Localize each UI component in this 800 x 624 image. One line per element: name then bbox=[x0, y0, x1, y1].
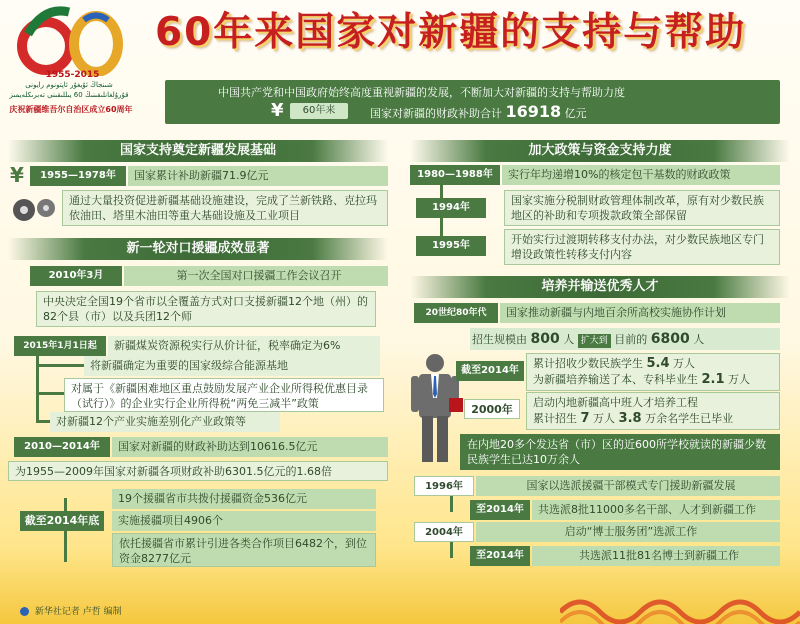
logo-60-graphic bbox=[14, 6, 130, 76]
enrollment-unit: 人 bbox=[693, 333, 705, 346]
infrastructure-box: 通过大量投资促进新疆基础设施建设，完成了兰新铁路、克拉玛依油田、塔里木油田等重大基础设施及工业项目 bbox=[62, 190, 388, 226]
credit bbox=[20, 604, 122, 617]
date-1955-1978: 1955—1978年 bbox=[30, 166, 126, 186]
ratio-box: 为1955—2009年国家对新疆各项财政补助6301.5亿元的1.68倍 bbox=[8, 461, 388, 481]
section-talent-title: 培养并输送优秀人才 bbox=[410, 276, 790, 298]
student-stats-box bbox=[526, 353, 780, 391]
industry-policy-row: 对新疆12个产业实施差别化产业政策等 bbox=[50, 412, 280, 432]
date-1980s: 20世纪80年代 bbox=[414, 303, 498, 323]
enrollment-row bbox=[470, 328, 780, 350]
high-school-box bbox=[526, 392, 780, 430]
subsidy-2010-2014: 国家对新疆的财政补助达到10616.5亿元 bbox=[112, 437, 388, 457]
tax-policy-box: 对属于《新疆困难地区重点鼓励发展产业企业所得税优惠目录（试行）》的企业实行企业所得税“两免三减半”政策 bbox=[64, 378, 384, 412]
doctor-count-row: 共选派11批81名博士到新疆工作 bbox=[532, 546, 780, 566]
cadre-mode-row: 国家以选派援疆干部模式专门援助新疆发展 bbox=[476, 476, 780, 496]
yen-icon: ¥ bbox=[271, 100, 284, 121]
section-foundation-title: 国家支持奠定新疆发展基础 bbox=[8, 140, 388, 162]
date-to-2014: 至2014年 bbox=[470, 546, 530, 566]
high-school-line2: 累计招生 7 万人 3.8 万余名学生已毕业 bbox=[533, 411, 734, 426]
date-1980-1988: 1980—1988年 bbox=[410, 165, 500, 185]
date-1994: 1994年 bbox=[416, 198, 486, 218]
doctor-group-row: 启动“博士服务团”选派工作 bbox=[476, 522, 780, 542]
date-1996: 1996年 bbox=[414, 476, 474, 496]
schools-box: 在内地20多个发达省（市）区的近600所学校就读的新疆少数民族学生已达10万余人 bbox=[460, 434, 780, 470]
connector-line bbox=[36, 364, 84, 367]
total-subsidy-unit: 亿元 bbox=[564, 107, 587, 120]
central-decision-box: 中央决定全国19个省市以全覆盖方式对口支援新疆12个地（州）的82个县（市）以及兵团12个师 bbox=[36, 291, 376, 327]
fiscal-policy-row: 实行年均递增10%的核定包干基数的财政政策 bbox=[502, 165, 780, 185]
date-2015-jan: 2015年1月1日起 bbox=[14, 336, 106, 356]
sixty-years-tag: 60年来 bbox=[290, 103, 348, 119]
section-policy-title: 加大政策与资金支持力度 bbox=[410, 140, 790, 162]
date-2010-march: 2010年3月 bbox=[30, 266, 122, 286]
date-to-2014: 至2014年 bbox=[470, 500, 530, 520]
anniversary-logo bbox=[14, 6, 130, 76]
aid-funds-row: 19个援疆省市共拨付援疆资金536亿元 bbox=[112, 489, 376, 509]
xinhua-icon bbox=[20, 607, 29, 616]
intro-text: 中国共产党和中国政府始终高度重视新疆的发展，不断加大对新疆的支持与帮助力度 bbox=[218, 86, 625, 99]
subsidy-1955-1978: 国家累计补助新疆71.9亿元 bbox=[128, 166, 388, 186]
first-aid-meeting: 第一次全国对口援疆工作会议召开 bbox=[124, 266, 388, 286]
date-1995: 1995年 bbox=[416, 236, 486, 256]
enrollment-unit: 人 bbox=[563, 333, 575, 346]
total-subsidy-label: 国家对新疆的财政补助合计 bbox=[370, 107, 502, 120]
section-aid-title: 新一轮对口援疆成效显著 bbox=[8, 238, 388, 260]
logo-caption: 庆祝新疆维吾尔自治区成立60周年 bbox=[9, 105, 133, 114]
logo-uyghur-text: شىنجاڭ ئۇيغۇر ئاپتونوم رايونى قۇرۇلغانلىقىنىڭ 60 يىللىقىنى تەبرىكلەيمىز bbox=[9, 81, 129, 99]
timeline-connector bbox=[36, 346, 39, 422]
page-title: 60年来国家对新疆的支持与帮助 bbox=[155, 10, 747, 55]
total-subsidy bbox=[370, 102, 587, 121]
credit-text: 新华社记者 卢哲 编制 bbox=[34, 607, 122, 617]
student-stats-line2: 为新疆培养输送了本、专科毕业生 2.1 万人 bbox=[533, 372, 751, 387]
decorative-pattern bbox=[560, 572, 800, 624]
date-end-2014: 截至2014年底 bbox=[20, 511, 104, 531]
enrollment-to: 6800 bbox=[650, 331, 690, 347]
date-by-2014: 截至2014年 bbox=[456, 361, 524, 381]
coal-tax-row: 新疆煤炭资源税实行从价计征，税率确定为6% bbox=[108, 336, 380, 356]
enrollment-label: 招生规模由 bbox=[472, 333, 527, 346]
enrollment-from: 800 bbox=[530, 331, 560, 347]
total-subsidy-value: 16918 bbox=[505, 102, 562, 121]
investment-box: 依托援疆省市累计引进各类合作项目6482个，到位资金8277亿元 bbox=[112, 533, 376, 567]
connector-line bbox=[36, 392, 64, 395]
date-2000: 2000年 bbox=[464, 399, 520, 419]
student-stats-line1: 累计招收少数民族学生 5.4 万人 bbox=[533, 356, 696, 371]
yen-icon: ¥ bbox=[10, 163, 24, 187]
energy-base-row: 将新疆确定为重要的国家级综合能源基地 bbox=[84, 356, 380, 376]
tax-reform-box: 国家实施分税制财政管理体制改革，原有对少数民族地区的补助和专项拨款政策全部保留 bbox=[504, 190, 780, 226]
university-cooperation-row: 国家推动新疆与内地百余所高校实施协作计划 bbox=[500, 303, 780, 323]
aid-projects-row: 实施援疆项目4906个 bbox=[112, 511, 376, 531]
gear-icon bbox=[8, 192, 60, 228]
transfer-payment-box: 开始实行过渡期转移支付办法，对少数民族地区专门增设政策性转移支付内容 bbox=[504, 229, 780, 265]
logo-years: 1955-2015 bbox=[45, 70, 100, 80]
date-2004: 2004年 bbox=[414, 522, 474, 542]
cadre-count-row: 共选派8批11000多名干部、人才到新疆工作 bbox=[532, 500, 780, 520]
expand-tag: 扩大到 bbox=[578, 334, 611, 348]
enrollment-target-label: 目前的 bbox=[614, 333, 648, 346]
high-school-line1: 启动内地新疆高中班人才培养工程 bbox=[533, 396, 698, 409]
date-2010-2014: 2010—2014年 bbox=[14, 437, 110, 457]
